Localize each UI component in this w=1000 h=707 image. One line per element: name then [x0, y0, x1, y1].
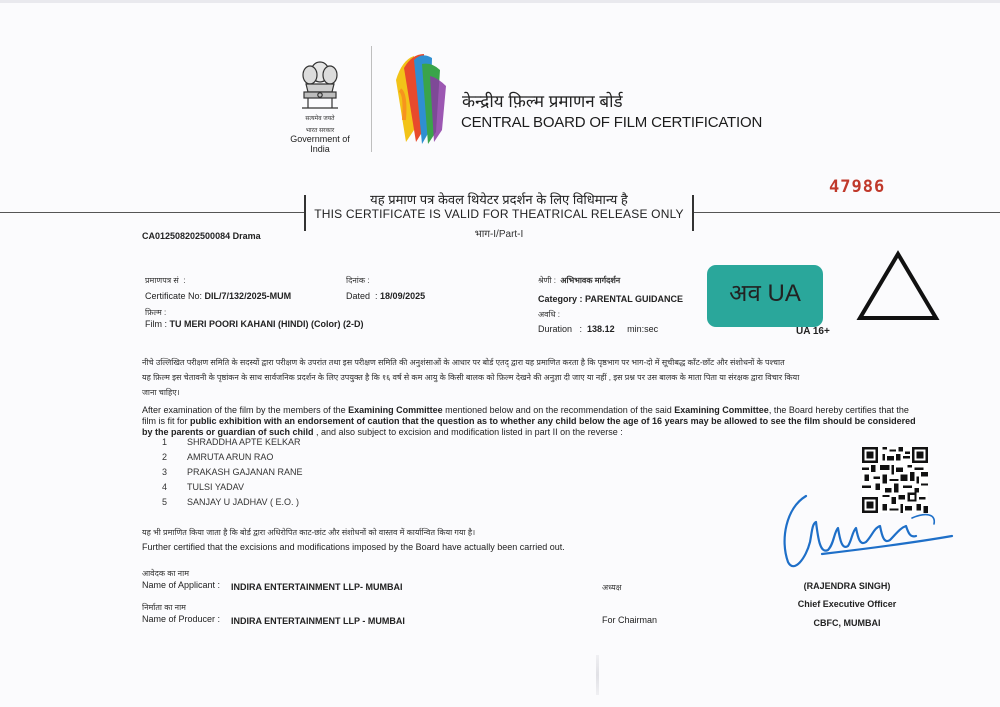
for-chairman-label: For Chairman	[602, 615, 658, 625]
header-divider	[371, 46, 372, 152]
producer-label: Name of Producer :	[142, 614, 221, 624]
cert-no-value: DIL/7/132/2025-MUM	[204, 291, 292, 301]
duration-field: Duration : 138.12 min:sec	[538, 324, 659, 334]
banner-part-label: भाग-I/Part-I	[474, 229, 524, 240]
category-value: PARENTAL GUIDANCE	[585, 294, 684, 304]
rating-badge: अव UA	[707, 265, 823, 327]
applicant-label: Name of Applicant :	[142, 580, 221, 590]
film-title-value: TU MERI POORI KAHANI (HINDI) (Color) (2-D)	[169, 319, 364, 329]
emblem-english-caption: Government of India	[290, 134, 350, 154]
certificate-serial-number: 47986	[829, 177, 886, 197]
signatory-name: (RAJENDRA SINGH)	[803, 581, 891, 591]
signatory-title: Chief Executive Officer	[797, 599, 897, 609]
film-label: Film :	[145, 319, 167, 329]
rating-age-label: UA 16+	[796, 326, 830, 337]
cbfc-logo-icon	[392, 50, 450, 148]
cert-no-field	[145, 291, 291, 301]
duration-value: 138.12	[587, 324, 615, 334]
chairman-hindi-label: अध्यक्ष	[602, 583, 622, 592]
duration-hindi-label: अवधि :	[538, 310, 560, 319]
date-value: 18/09/2025	[380, 291, 426, 301]
cert-no-hindi-label: प्रमाणपत्र सं :	[145, 276, 186, 285]
banner-rule-right	[694, 212, 1000, 213]
top-edge	[0, 0, 1000, 3]
category-label: Category :	[538, 294, 583, 304]
date-hindi-label: दिनांक :	[346, 276, 370, 285]
certification-paragraph-hindi: नीचे उल्लिखित परीक्षण समिति के सदस्यों द्वारा परीक्षण के उपरांत तथा इस परीक्षण समिति की अनुशंसाओं के आधार पर बोर्ड एतद् द्वारा यह प्रमाणित करता है कि पृष्ठभाग पर भाग-दो में सूचीबद्ध काँट-छाँट और संशोधनों के पश्चात यह फ़िल्म इस चेतावनी के पृष्ठांकन के साथ सार्वजनिक प्रदर्शन के लिए उपयुक्त है कि १६ वर्ष से कम आयु के किसी बालक को फ़िल्म देखने की अनुज्ञा दी जाए या नहीं , इस प्रश्न पर उस बालक के माता पिता या संरक्षक द्वारा विचार किया जाना चाहिए।	[142, 358, 800, 397]
film-hindi-label: फ़िल्म :	[145, 308, 167, 317]
banner-bar-right	[692, 195, 694, 231]
producer-value: INDIRA ENTERTAINMENT LLP - MUMBAI	[231, 616, 405, 626]
producer-hindi-label: निर्माता का नाम	[142, 603, 186, 612]
paper-fold-mark	[596, 655, 599, 695]
category-hindi: श्रेणी : अभिभावक मार्गदर्शन	[538, 276, 621, 285]
signature-image	[776, 488, 956, 574]
board-name-english: CENTRAL BOARD OF FILM CERTIFICATION	[461, 114, 763, 131]
duration-label: Duration	[538, 324, 573, 334]
category-field	[538, 294, 683, 304]
banner-rule-left	[0, 212, 304, 213]
date-field: Dated : 18/09/2025	[346, 291, 426, 301]
ua-triangle-icon	[856, 250, 940, 322]
cert-no-label: Certificate No:	[145, 291, 203, 301]
reference-code: CA012508202500084 Drama	[142, 231, 261, 241]
validity-banner-english: THIS CERTIFICATE IS VALID FOR THEATRICAL RELEASE ONLY	[314, 207, 684, 221]
applicant-value: INDIRA ENTERTAINMENT LLP- MUMBAI	[231, 582, 403, 592]
validity-banner-hindi: यह प्रमाण पत्र केवल थियेटर प्रदर्शन के लिए विधिमान्य है	[370, 192, 628, 207]
duration-unit: min:sec	[627, 324, 659, 334]
applicant-hindi-label: आवेदक का नाम	[142, 569, 189, 578]
certification-paragraph-english: After examination of the film by the members of the Examining Committee mentioned below and on the recommendation of the said Examining Committee, the Board hereby certifies that the film is fit for public exhibition with an endorsement of caution that the question as to whether any child below the age of 16 years may be allowed to see the film should be considered by the parents or guardian of such child , and also subject to excision and modification listed in part II on the reverse :	[142, 405, 916, 437]
further-certified-english: Further certified that the excisions and modifications imposed by the Board have actually been carried out.	[142, 542, 565, 552]
emblem-hindi-caption: भारत सरकार	[305, 128, 335, 134]
signatory-office: CBFC, MUMBAI	[813, 618, 881, 628]
national-emblem-icon	[298, 58, 342, 116]
date-label: Dated	[346, 291, 371, 301]
board-name-hindi: केन्द्रीय फ़िल्म प्रमाणन बोर्ड	[462, 92, 623, 111]
emblem-motto: सत्यमेव जयते	[305, 116, 335, 122]
further-certified-hindi: यह भी प्रमाणित किया जाता है कि बोर्ड द्वारा अधिरोपित काट-छांट और संशोधनों को वास्तव में कार्यान्वित किया गया है।	[142, 528, 476, 537]
film-field	[145, 319, 364, 329]
